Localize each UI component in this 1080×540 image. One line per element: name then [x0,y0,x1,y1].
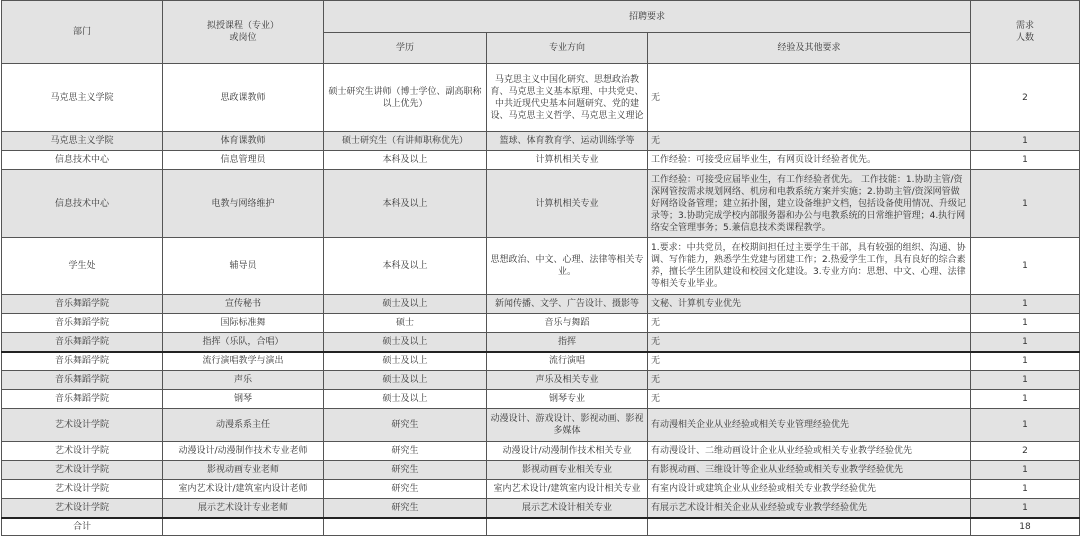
cell-count: 1 [971,170,1080,238]
header-major: 专业方向 [487,33,648,64]
cell-edu: 硕士研究生讲师（博士学位、副高职称以上优先） [324,64,487,132]
cell-dept: 信息技术中心 [2,151,163,170]
table-row [2,132,1080,151]
cell-major: 室内艺术设计/建筑室内设计相关专业 [487,480,648,499]
cell-dept: 艺术设计学院 [2,442,163,461]
cell-exp: 1.要求：中共党员，在校期间担任过主要学生干部，具有较强的组织、沟通、协调、写作能力，熟悉学生党建与团建工作；2.热爱学生工作，具有良好的综合素养，擅长学生团队建设和校园文化建设。3.专业方向：思想、中文、心理、法律等相关专业毕业。 [648,238,971,295]
cell-exp: 工作经验：可接受应届毕业生，有网页设计经验者优先。 [648,151,971,170]
cell-dept: 音乐舞蹈学院 [2,295,163,314]
cell-course: 动漫设计/动漫制作技术专业老师 [163,442,324,461]
cell-exp: 文秘、计算机专业优先 [648,295,971,314]
cell-edu: 硕士及以上 [324,295,487,314]
cell-edu: 本科及以上 [324,238,487,295]
cell-exp: 有动漫相关企业从业经验或相关专业管理经验优先 [648,409,971,442]
cell-exp: 无 [648,371,971,390]
cell-edu: 本科及以上 [324,170,487,238]
cell-major: 音乐与舞蹈 [487,314,648,333]
cell-dept: 信息技术中心 [2,170,163,238]
cell-major: 思想政治、中文、心理、法律等相关专业。 [487,238,648,295]
cell-edu: 硕士 [324,314,487,333]
cell-course: 信息管理员 [163,151,324,170]
cell-course: 思政课教师 [163,64,324,132]
cell-course: 钢琴 [163,390,324,409]
empty-cell [324,518,487,536]
cell-count: 2 [971,442,1080,461]
cell-edu: 研究生 [324,442,487,461]
recruitment-table [1,0,1080,536]
cell-course: 声乐 [163,371,324,390]
cell-edu: 硕士及以上 [324,371,487,390]
header-education: 学历 [324,33,487,64]
cell-course: 室内艺术设计/建筑室内设计老师 [163,480,324,499]
cell-edu: 硕士及以上 [324,352,487,371]
empty-cell [163,518,324,536]
cell-major: 影视动画专业相关专业 [487,461,648,480]
cell-major: 声乐及相关专业 [487,371,648,390]
cell-dept: 音乐舞蹈学院 [2,371,163,390]
table-row [2,352,1080,371]
table-row [2,151,1080,170]
cell-major: 动漫设计、游戏设计、影视动画、影视多媒体 [487,409,648,442]
cell-dept: 学生处 [2,238,163,295]
table-row [2,295,1080,314]
cell-exp: 无 [648,132,971,151]
cell-count: 1 [971,314,1080,333]
cell-major: 钢琴专业 [487,390,648,409]
cell-major: 流行演唱 [487,352,648,371]
table-row [2,499,1080,518]
cell-course: 指挥（乐队，合唱） [163,333,324,352]
cell-course: 展示艺术设计专业老师 [163,499,324,518]
cell-major: 篮球、体育教育学、运动训练学等 [487,132,648,151]
cell-edu: 研究生 [324,409,487,442]
header-course: 拟授课程（专业） 或岗位 [163,1,324,64]
empty-cell [648,518,971,536]
cell-major: 指挥 [487,333,648,352]
cell-exp: 无 [648,390,971,409]
table-row [2,442,1080,461]
cell-course: 体育课教师 [163,132,324,151]
cell-major: 动漫设计/动漫制作技术相关专业 [487,442,648,461]
empty-cell [487,518,648,536]
cell-dept: 马克思主义学院 [2,64,163,132]
cell-count: 2 [971,64,1080,132]
cell-major: 马克思主义中国化研究、思想政治教育、马克思主义基本原理、中共党史、中共近现代史基本问题研究、党的建设、马克思主义哲学、马克思主义理论 [487,64,648,132]
cell-exp: 无 [648,314,971,333]
cell-count: 1 [971,409,1080,442]
cell-exp: 有室内设计或建筑企业从业经验或相关专业教学经验优先 [648,480,971,499]
cell-major: 计算机相关专业 [487,151,648,170]
cell-count: 1 [971,151,1080,170]
table-row [2,333,1080,352]
cell-edu: 研究生 [324,480,487,499]
cell-dept: 音乐舞蹈学院 [2,314,163,333]
cell-dept: 艺术设计学院 [2,409,163,442]
cell-exp: 有影视动画、三维设计等企业从业经验或相关专业教学经验优先 [648,461,971,480]
cell-count: 1 [971,480,1080,499]
cell-course: 流行演唱教学与演出 [163,352,324,371]
cell-edu: 硕士研究生（有讲师职称优先） [324,132,487,151]
table-row [2,390,1080,409]
table-row [2,480,1080,499]
cell-edu: 硕士及以上 [324,390,487,409]
total-count: 18 [971,518,1080,536]
cell-course: 电教与网络维护 [163,170,324,238]
table-row [2,461,1080,480]
table-row [2,170,1080,238]
cell-count: 1 [971,390,1080,409]
cell-course: 辅导员 [163,238,324,295]
cell-edu: 硕士及以上 [324,333,487,352]
cell-edu: 本科及以上 [324,151,487,170]
cell-dept: 艺术设计学院 [2,480,163,499]
cell-exp: 有展示艺术设计相关企业从业经验或专业教学经验优先 [648,499,971,518]
cell-count: 1 [971,499,1080,518]
table-row [2,409,1080,442]
total-row [2,518,1080,536]
cell-course: 国际标准舞 [163,314,324,333]
cell-dept: 艺术设计学院 [2,499,163,518]
cell-exp: 工作经验：可接受应届毕业生，有工作经验者优先。 工作技能：1.协助主管/资深网管按需求规划网络、机房和电教系统方案并实施；2.协助主管/资深网管做好网络设备管理；建立拓扑图，建立设备维护文档，包括设备使用情况、升级记录等；3.协助完成学校内部服务器和办公与电教系统的日常维护管理；4.执行网络安全管理事务；5.兼信息技术类课程教学。 [648,170,971,238]
header-dept: 部门 [2,1,163,64]
cell-course: 宣传秘书 [163,295,324,314]
cell-exp: 无 [648,64,971,132]
header-requirements: 招聘要求 [324,1,971,33]
cell-major: 展示艺术设计相关专业 [487,499,648,518]
cell-dept: 音乐舞蹈学院 [2,352,163,371]
cell-course: 影视动画专业老师 [163,461,324,480]
cell-dept: 音乐舞蹈学院 [2,390,163,409]
cell-count: 1 [971,352,1080,371]
cell-exp: 无 [648,333,971,352]
cell-course: 动漫系系主任 [163,409,324,442]
cell-count: 1 [971,295,1080,314]
header-experience: 经验及其他要求 [648,33,971,64]
cell-edu: 研究生 [324,499,487,518]
cell-count: 1 [971,371,1080,390]
table-row [2,314,1080,333]
cell-major: 新闻传播、文学、广告设计、摄影等 [487,295,648,314]
cell-count: 1 [971,132,1080,151]
cell-dept: 音乐舞蹈学院 [2,333,163,352]
table-row [2,64,1080,132]
cell-dept: 马克思主义学院 [2,132,163,151]
total-label: 合计 [2,518,163,536]
cell-exp: 无 [648,352,971,371]
cell-major: 计算机相关专业 [487,170,648,238]
cell-count: 1 [971,461,1080,480]
table-row [2,238,1080,295]
header-count: 需求 人数 [971,1,1080,64]
cell-count: 1 [971,238,1080,295]
cell-exp: 有动漫设计、二维动画设计企业从业经验或相关专业教学经验优先 [648,442,971,461]
cell-count: 1 [971,333,1080,352]
cell-edu: 研究生 [324,461,487,480]
cell-dept: 艺术设计学院 [2,461,163,480]
table-row [2,371,1080,390]
